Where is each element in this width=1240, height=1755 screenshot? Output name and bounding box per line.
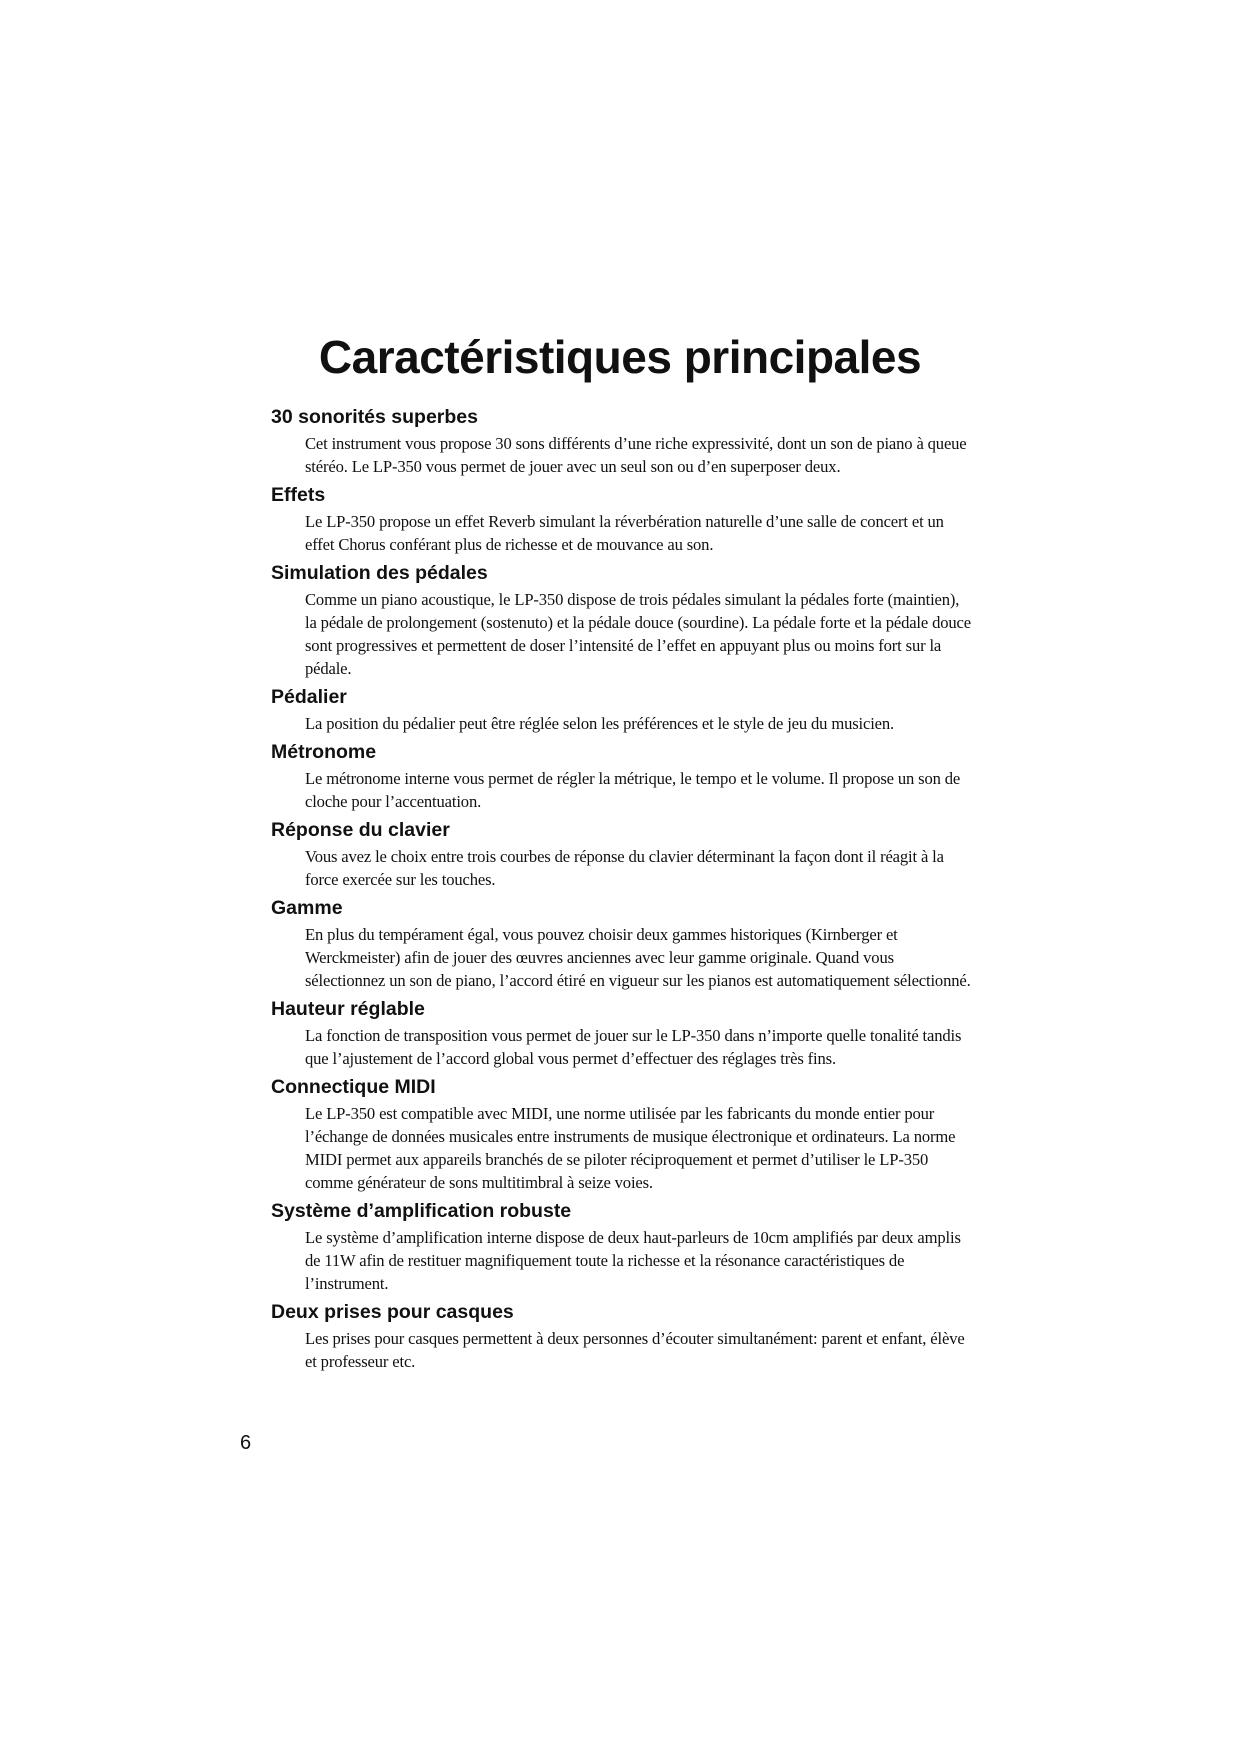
feature-section	[271, 893, 971, 992]
feature-heading: Deux prises pour casques	[271, 1301, 514, 1323]
feature-description: La fonction de transposition vous permet de jouer sur le LP-350 dans n’importe quelle tonalité tandis que l’ajustement de l’accord global vous permet d’effectuer des réglages très fins.	[305, 1026, 962, 1068]
feature-section	[271, 402, 971, 478]
feature-description: Le LP-350 propose un effet Reverb simulant la réverbération naturelle d’une salle de concert et un effet Chorus conférant plus de richesse et de mouvance au son.	[305, 512, 944, 554]
feature-heading: Réponse du clavier	[271, 819, 450, 841]
feature-section	[271, 1297, 971, 1373]
page-title: Caractéristiques principales	[318, 331, 922, 383]
feature-description: Comme un piano acoustique, le LP-350 dispose de trois pédales simulant la pédales forte (maintien), la pédale de prolongement (sostenuto) et la pédale douce (sourdine). La pédale forte et la pédale douce sont progressives et permettent de doser l’intensité de l’effet en appuyant plus ou moins fort sur la pédale.	[305, 590, 971, 678]
feature-description: Le système d’amplification interne dispose de deux haut-parleurs de 10cm amplifiés par deux amplis de 11W afin de restituer magnifiquement toute la richesse et la résonance caractéristiques de l’instrument.	[305, 1228, 961, 1293]
feature-heading: 30 sonorités superbes	[271, 406, 478, 428]
feature-section	[271, 737, 971, 813]
feature-section	[271, 815, 971, 891]
feature-section	[271, 994, 971, 1070]
feature-section	[271, 1196, 971, 1295]
feature-description: Le métronome interne vous permet de régler la métrique, le tempo et le volume. Il propose un son de cloche pour l’accentuation.	[305, 769, 961, 811]
feature-heading: Gamme	[271, 897, 343, 919]
feature-heading: Effets	[271, 484, 326, 506]
feature-heading: Système d’amplification robuste	[271, 1200, 572, 1222]
feature-description: La position du pédalier peut être réglée selon les préférences et le style de jeu du musicien.	[305, 714, 895, 733]
feature-heading: Simulation des pédales	[271, 562, 488, 584]
feature-description: En plus du tempérament égal, vous pouvez choisir deux gammes historiques (Kirnberger et Werckmeister) afin de jouer des œuvres anciennes avec leur gamme originale. Quand vous sélectionnez un son de piano, l’accord étiré en vigueur sur les pianos est automatiquement sélectionné.	[305, 925, 971, 990]
feature-heading: Métronome	[271, 741, 377, 763]
feature-section	[271, 558, 971, 680]
feature-section	[271, 682, 971, 735]
feature-section	[271, 1072, 971, 1194]
page-number: 6	[240, 1432, 252, 1454]
feature-description: Les prises pour casques permettent à deux personnes d’écouter simultanément: parent et enfant, élève et professeur etc.	[305, 1329, 965, 1371]
feature-heading: Pédalier	[271, 686, 347, 708]
feature-section	[271, 480, 971, 556]
feature-description: Cet instrument vous propose 30 sons différents d’une riche expressivité, dont un son de piano à queue stéréo. Le LP-350 vous permet de jouer avec un seul son ou d’en superposer deux.	[305, 434, 967, 476]
feature-heading: Hauteur réglable	[271, 998, 425, 1020]
features-list	[271, 402, 971, 1375]
feature-heading: Connectique MIDI	[271, 1076, 436, 1098]
feature-description: Le LP-350 est compatible avec MIDI, une norme utilisée par les fabricants du monde entier pour l’échange de données musicales entre instruments de musique électronique et ordinateurs. La norme MIDI permet aux appareils branchés de se piloter réciproquement et permet d’utiliser le LP-350 comme générateur de sons multitimbral à seize voies.	[305, 1104, 956, 1192]
feature-description: Vous avez le choix entre trois courbes de réponse du clavier déterminant la façon dont il réagit à la force exercée sur les touches.	[305, 847, 944, 889]
